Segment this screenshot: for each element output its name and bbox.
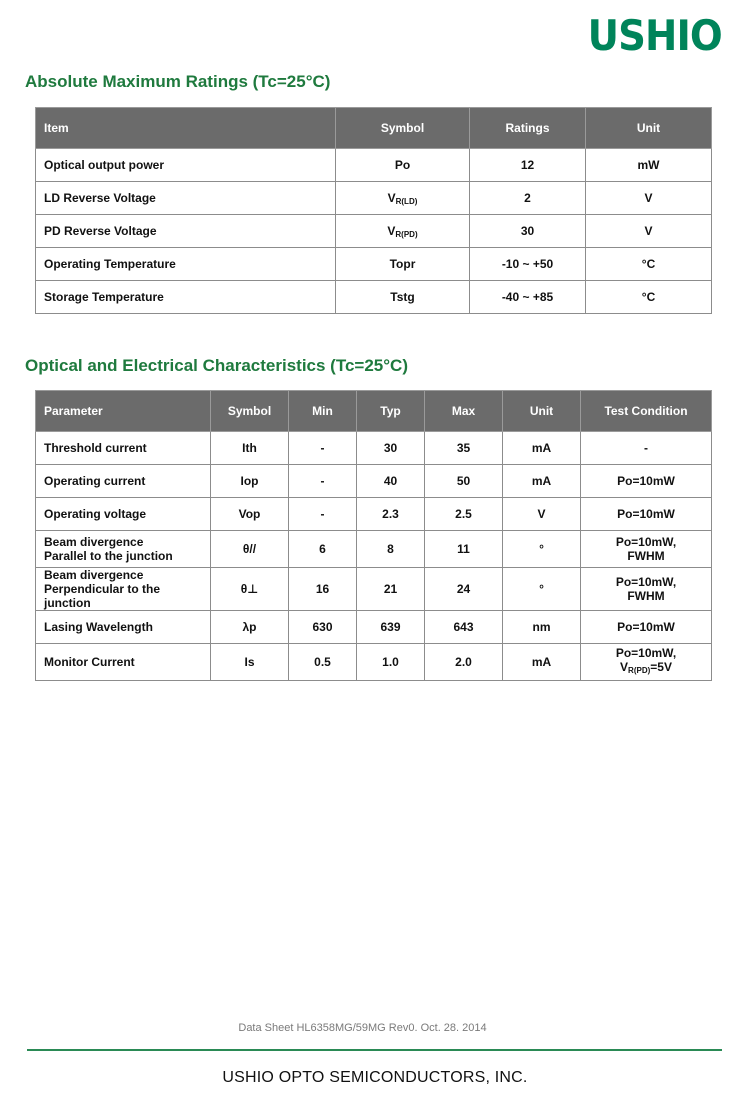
- cell-item: PD Reverse Voltage: [36, 215, 336, 248]
- table-row: [36, 432, 712, 465]
- cell-condition: Po=10mW, FWHM: [581, 568, 712, 611]
- header-test-condition: Test Condition: [581, 391, 712, 432]
- cell-item: Operating Temperature: [36, 248, 336, 281]
- footer-divider: [27, 1049, 722, 1051]
- cell-unit: mA: [503, 432, 581, 465]
- cell-symbol: $V_{R(PD)}$: [336, 215, 470, 248]
- cell-unit: V: [586, 215, 712, 248]
- table-row: [36, 248, 712, 281]
- header-ratings: Ratings: [470, 108, 586, 149]
- cell-rating: -10 ~ +50: [470, 248, 586, 281]
- cell-unit: mA: [503, 644, 581, 681]
- cell-item: Optical output power: [36, 149, 336, 182]
- cell-symbol: θ//: [211, 531, 289, 568]
- ushio-logo: [587, 11, 722, 60]
- cell-unit: °: [503, 568, 581, 611]
- cell-unit: °C: [586, 281, 712, 314]
- absolute-max-ratings-table: [35, 107, 712, 314]
- cell-item: LD Reverse Voltage: [36, 182, 336, 215]
- cell-condition: Po=10mW: [581, 465, 712, 498]
- cell-typ: 2.3: [357, 498, 425, 531]
- cell-rating: -40 ~ +85: [470, 281, 586, 314]
- cell-parameter: Beam divergence Parallel to the junction: [36, 531, 211, 568]
- cell-min: 630: [289, 611, 357, 644]
- cell-symbol: Ith: [211, 432, 289, 465]
- cell-max: 24: [425, 568, 503, 611]
- header-symbol: Symbol: [336, 108, 470, 149]
- cell-symbol: Iop: [211, 465, 289, 498]
- cell-rating: 2: [470, 182, 586, 215]
- header-unit: Unit: [586, 108, 712, 149]
- table-row: [36, 465, 712, 498]
- cell-unit: °C: [586, 248, 712, 281]
- cell-max: 2.0: [425, 644, 503, 681]
- cell-typ: 8: [357, 531, 425, 568]
- cell-condition: -: [581, 432, 712, 465]
- cell-symbol: $V_{R(LD)}$: [336, 182, 470, 215]
- cell-min: -: [289, 432, 357, 465]
- header-parameter: Parameter: [36, 391, 211, 432]
- cell-unit: V: [503, 498, 581, 531]
- cell-unit: V: [586, 182, 712, 215]
- logo-text: USHIO: [587, 11, 722, 60]
- cell-symbol: θ⊥: [211, 568, 289, 611]
- table-row: [36, 568, 712, 611]
- cell-unit: nm: [503, 611, 581, 644]
- cell-parameter: Threshold current: [36, 432, 211, 465]
- cell-symbol: Topr: [336, 248, 470, 281]
- table-header-row: [36, 391, 712, 432]
- footer-company-name: USHIO OPTO SEMICONDUCTORS, INC.: [222, 1069, 528, 1086]
- cell-parameter: Operating voltage: [36, 498, 211, 531]
- optical-electrical-table: [35, 390, 712, 681]
- table-row: [36, 215, 712, 248]
- cell-unit: °: [503, 531, 581, 568]
- cell-condition: Po=10mW: [581, 498, 712, 531]
- cell-unit: mA: [503, 465, 581, 498]
- cell-max: 11: [425, 531, 503, 568]
- table-header-row: [36, 108, 712, 149]
- cell-min: 6: [289, 531, 357, 568]
- header-symbol: Symbol: [211, 391, 289, 432]
- table-row: [36, 531, 712, 568]
- cell-symbol: Po: [336, 149, 470, 182]
- cell-typ: 21: [357, 568, 425, 611]
- footer-document-reference: Data Sheet HL6358MG/59MG Rev0. Oct. 28. 2014: [238, 1022, 487, 1034]
- cell-min: 16: [289, 568, 357, 611]
- table-row: [36, 281, 712, 314]
- cell-condition: Po=10mW, FWHM: [581, 531, 712, 568]
- cell-max: 35: [425, 432, 503, 465]
- cell-typ: 1.0: [357, 644, 425, 681]
- header-max: Max: [425, 391, 503, 432]
- table-row: [36, 182, 712, 215]
- cell-item: Storage Temperature: [36, 281, 336, 314]
- cell-typ: 30: [357, 432, 425, 465]
- header-typ: Typ: [357, 391, 425, 432]
- cell-condition: Po=10mW: [581, 611, 712, 644]
- cell-min: -: [289, 498, 357, 531]
- cell-parameter: Beam divergence Perpendicular to the junction: [36, 568, 211, 611]
- cell-parameter: Operating current: [36, 465, 211, 498]
- table-row: [36, 149, 712, 182]
- table-row: [36, 644, 712, 681]
- cell-min: -: [289, 465, 357, 498]
- cell-unit: mW: [586, 149, 712, 182]
- cell-condition: Po=10mW, $V_{R(PD)}=5V$: [581, 644, 712, 681]
- cell-symbol: Vop: [211, 498, 289, 531]
- section-title-optical-electrical: Optical and Electrical Characteristics (Tc=25°C): [25, 356, 408, 375]
- cell-parameter: Monitor Current: [36, 644, 211, 681]
- cell-min: 0.5: [289, 644, 357, 681]
- cell-max: 2.5: [425, 498, 503, 531]
- cell-typ: 639: [357, 611, 425, 644]
- table-row: [36, 498, 712, 531]
- section-title-absolute-max: Absolute Maximum Ratings (Tc=25°C): [25, 72, 331, 91]
- cell-parameter: Lasing Wavelength: [36, 611, 211, 644]
- cell-max: 50: [425, 465, 503, 498]
- header-item: Item: [36, 108, 336, 149]
- cell-rating: 12: [470, 149, 586, 182]
- cell-symbol: Tstg: [336, 281, 470, 314]
- header-unit: Unit: [503, 391, 581, 432]
- cell-symbol: λp: [211, 611, 289, 644]
- cell-max: 643: [425, 611, 503, 644]
- cell-typ: 40: [357, 465, 425, 498]
- cell-rating: 30: [470, 215, 586, 248]
- table-row: [36, 611, 712, 644]
- header-min: Min: [289, 391, 357, 432]
- cell-symbol: Is: [211, 644, 289, 681]
